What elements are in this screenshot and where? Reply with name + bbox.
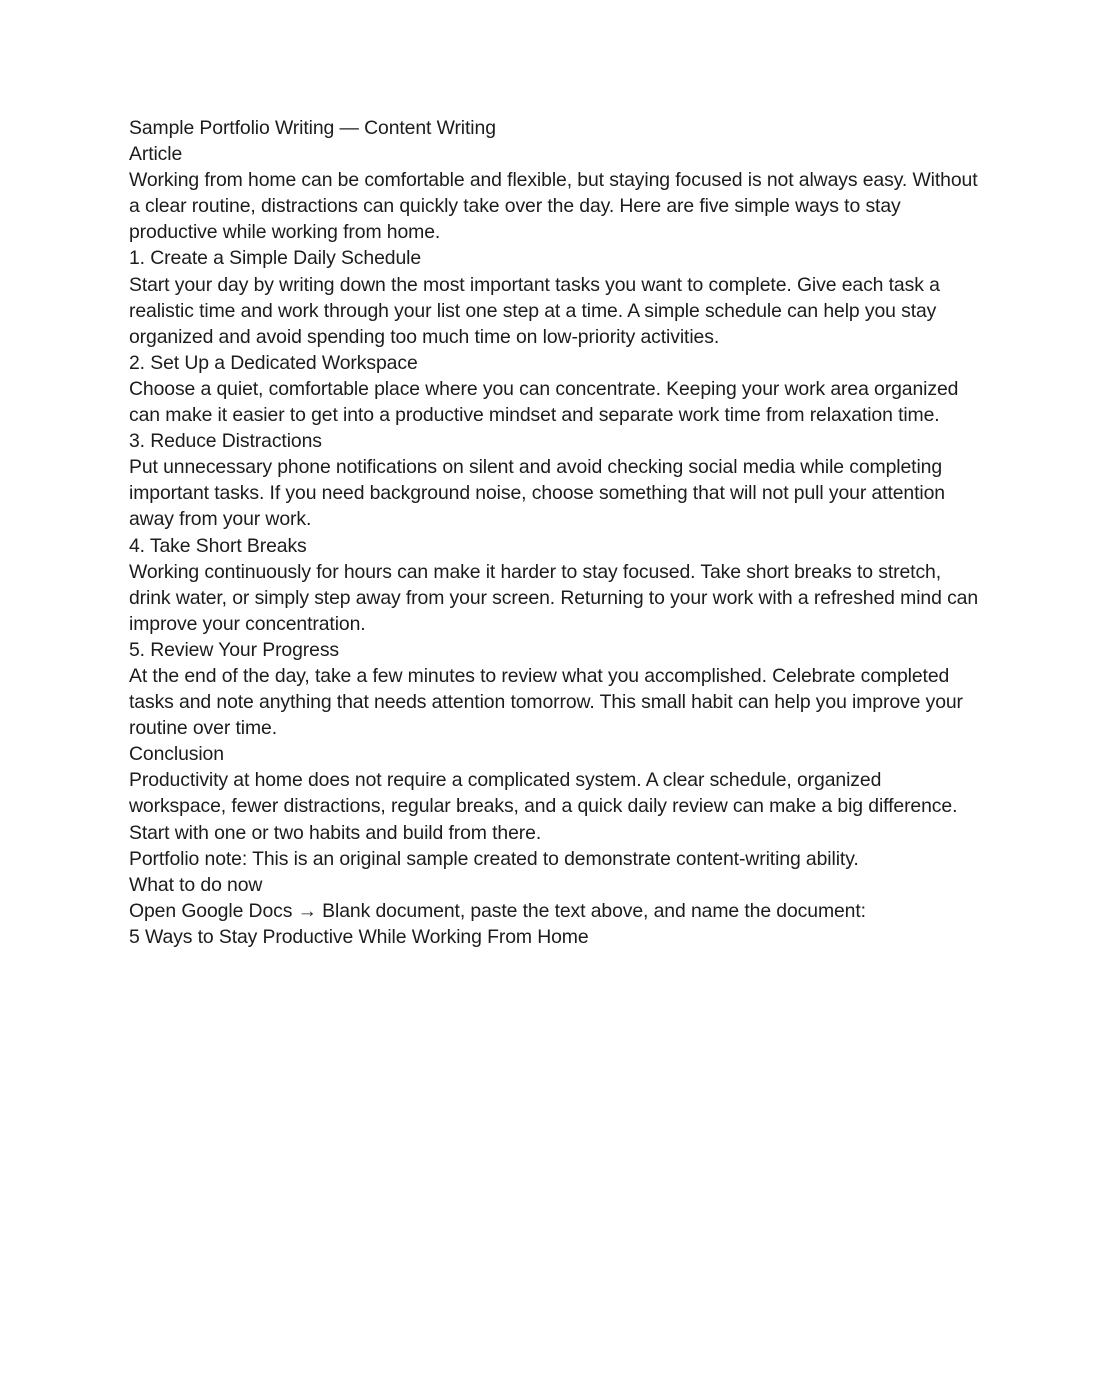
intro-paragraph: Working from home can be comfortable and flexible, but staying focused is not always easy. Without a clear routine, distractions can quickly take over the day. Here are five simple ways to stay productive while working from home. xyxy=(129,169,978,244)
what-to-do-heading: What to do now xyxy=(129,873,263,896)
section-heading: 1. Create a Simple Daily Schedule xyxy=(129,247,422,270)
section-heading: 5. Review Your Progress xyxy=(129,638,340,661)
instruction-text: Open Google Docs → Blank document, paste the text above, and name the document: xyxy=(129,899,866,922)
section-label: Article xyxy=(129,143,183,166)
document-header-line: Sample Portfolio Writing — Content Writing xyxy=(129,117,496,139)
document-body xyxy=(129,115,979,950)
document-name: 5 Ways to Stay Productive While Working From Home xyxy=(129,925,589,948)
section-heading: 2. Set Up a Dedicated Workspace xyxy=(129,351,418,374)
section-heading: 4. Take Short Breaks xyxy=(129,534,307,557)
section-body: Put unnecessary phone notifications on silent and avoid checking social media while completing important tasks. If you need background noise, choose something that will not pull your attention away from your work. xyxy=(129,456,945,531)
section-body: Start your day by writing down the most important tasks you want to complete. Give each task a realistic time and work through your list one step at a time. A simple schedule can help you stay organized and avoid spending too much time on low-priority activities. xyxy=(129,273,940,348)
section-body: Working continuously for hours can make it harder to stay focused. Take short breaks to stretch, drink water, or simply step away from your screen. Returning to your work with a refreshed mind can improve your concentration. xyxy=(129,560,979,635)
section-heading: 3. Reduce Distractions xyxy=(129,430,322,453)
section-body: Choose a quiet, comfortable place where you can concentrate. Keeping your work area organized can make it easier to get into a productive mindset and separate work time from relaxation time. xyxy=(129,377,959,427)
conclusion-heading: Conclusion xyxy=(129,743,224,766)
conclusion-body: Productivity at home does not require a complicated system. A clear schedule, organized workspace, fewer distractions, regular breaks, and a quick daily review can make a big difference. Start with one or two habits and build from there. xyxy=(129,769,958,844)
section-body: At the end of the day, take a few minutes to review what you accomplished. Celebrate completed tasks and note anything that needs attention tomorrow. This small habit can help you improve your routine over time. xyxy=(129,664,963,740)
portfolio-note: Portfolio note: This is an original sample created to demonstrate content-writing ability. xyxy=(129,847,859,870)
